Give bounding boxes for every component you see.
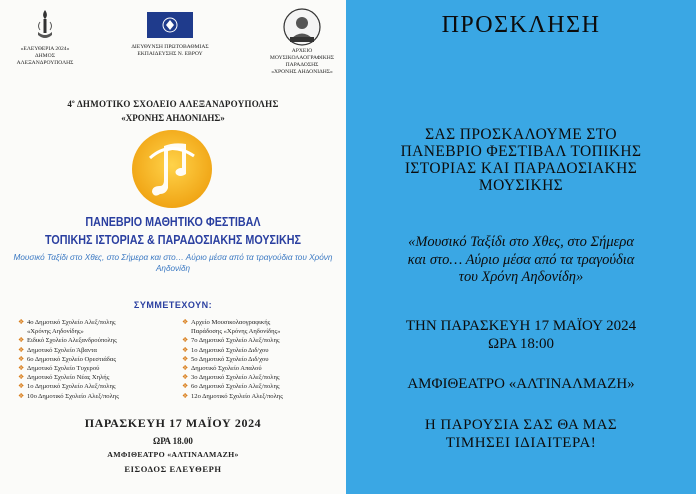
quote-line: «Μουσικό Ταξίδι στο Χθες, στο Σήμερα — [408, 234, 634, 250]
invitation-heading: ΠΡΟΣΚΛΗΣΗ — [441, 12, 601, 38]
participant-name: 4ο Δημοτικό Σχολείο Αλεξ/πολης — [27, 319, 116, 326]
invitation-closing — [346, 416, 696, 452]
participant-name: 10ο Δημοτικό Σχολείο Αλεξ/πολης — [27, 392, 119, 400]
participant-name: 1ο Δημοτικό Σχολείο Διδ/χου — [191, 346, 269, 354]
participant-item — [182, 346, 342, 355]
participant-item — [18, 382, 178, 391]
logo-text-line: ΑΛΕΞΑΝΔΡΟΥΠΟΛΗΣ — [16, 60, 74, 66]
participant-item — [182, 336, 342, 345]
participant-name: 6ο Δημοτικό Σχολείο Αλεξ/πολης — [191, 383, 280, 391]
participant-name: Παράδοσης «Χρόνης Αηδονίδης» — [191, 328, 281, 336]
logo-text-line: ΜΟΥΣΙΚΟΛΑΟΓΡΑΦΙΚΗΣ — [269, 55, 335, 61]
participant-item — [182, 327, 342, 336]
participant-item — [182, 355, 342, 364]
bullet-icon: ❖ — [18, 382, 25, 391]
bullet-icon: ❖ — [182, 354, 189, 363]
bullet-icon: ❖ — [18, 354, 25, 363]
school-title — [0, 97, 346, 110]
festival-poster — [0, 0, 346, 494]
participant-item — [18, 318, 178, 327]
participant-name: 12ο Δημοτικό Σχολείο Αλεξ/πολης — [191, 392, 283, 400]
invitation-text-line: ΣΑΣ ΠΡΟΣΚΑΛΟΥΜΕ ΣΤΟ — [425, 126, 617, 143]
torch-emblem-icon — [34, 8, 56, 42]
bullet-icon: ❖ — [18, 373, 25, 382]
logo-text-line: ΕΚΠΑΙΔΕΥΣΗΣ Ν. ΕΒΡΟΥ — [137, 51, 203, 57]
bullet-icon: ❖ — [18, 391, 25, 400]
quote-line: και στο… Αύριο μέσα από τα τραγούδια — [407, 251, 635, 268]
education-directorate-emblem-icon — [147, 12, 193, 38]
participant-name: Δημοτικό Σχολείο Απαλού — [191, 365, 262, 373]
bullet-icon: ❖ — [182, 391, 189, 400]
quote-line: του Χρόνη Αηδονίδη» — [458, 269, 584, 285]
invitation-text — [346, 126, 696, 194]
archive-portrait-emblem-icon — [283, 8, 321, 46]
archive-logo-block — [262, 8, 342, 76]
bullet-icon: ❖ — [182, 364, 189, 373]
participant-name: 1ο Δημοτικό Σχολείο Αλεξ/πολης — [27, 383, 116, 391]
participant-name: Δημοτικό Σχολείο Τυχερού — [27, 365, 100, 373]
participant-name: 3ο Δημοτικό Σχολείο Αλεξ/πολης — [191, 374, 280, 382]
participant-item — [182, 318, 342, 327]
festival-title-line-2: ΤΟΠΙΚΗΣ ΙΣΤΟΡΙΑΣ & ΠΑΡΑΔΟΣΙΑΚΗΣ ΜΟΥΣΙΚΗΣ — [45, 233, 301, 247]
festival-title-line-1: ΠΑΝΕΒΡΙΟ ΜΑΘΗΤΙΚΟ ΦΕΣΤΙΒΑΛ — [85, 215, 261, 229]
bullet-icon: ❖ — [182, 382, 189, 391]
participant-name: Δημοτικό Σχολείο Άβαντα — [27, 346, 97, 354]
bullet-icon: ❖ — [18, 318, 25, 326]
logo-text-line: «ΧΡΟΝΗΣ ΑΗΔΟΝΙΔΗΣ» — [271, 69, 333, 75]
participant-item — [182, 392, 342, 401]
invitation-date-line: ΤΗΝ ΠΑΡΑΣΚΕΥΗ 17 ΜΑΪΟΥ 2024 — [405, 318, 637, 334]
school-number-suffix: ο — [72, 100, 75, 105]
invitation-text-line: ΠΑΝΕΒΡΙΟ ΦΕΣΤΙΒΑΛ ΤΟΠΙΚΗΣ — [400, 143, 642, 160]
invitation-text-line: ΜΟΥΣΙΚΗΣ — [478, 177, 564, 194]
invitation-time-line: ΩΡΑ 18:00 — [487, 336, 555, 352]
invitation-date — [346, 317, 696, 353]
participant-item — [18, 364, 178, 373]
participant-item — [18, 346, 178, 355]
participant-name: 6ο Δημοτικό Σχολείο Ορεστιάδας — [27, 355, 116, 363]
participant-item — [18, 373, 178, 382]
bullet-icon: ❖ — [18, 345, 25, 354]
participant-item — [18, 327, 178, 336]
festival-music-logo-icon — [130, 128, 214, 210]
closing-line: ΤΙΜΗΣΕΙ ΙΔΙΑΙΤΕΡΑ! — [445, 435, 597, 451]
event-date: ΠΑΡΑΣΚΕΥΗ 17 ΜΑΪΟΥ 2024 — [84, 416, 262, 430]
bullet-icon: ❖ — [182, 345, 189, 354]
bullet-icon: ❖ — [182, 318, 189, 326]
free-entry-note: ΕΙΣΟΔΟΣ ΕΛΕΥΘΕΡΗ — [124, 464, 222, 474]
school-number: 4 — [67, 99, 73, 109]
participants-list-right — [182, 318, 342, 401]
event-venue: ΑΜΦΙΘΕΑΤΡΟ «ΑΛΤΙΝΑΛΜΑΖΗ» — [107, 450, 239, 459]
participant-name: 7ο Δημοτικό Σχολείο Αλεξ/πολης — [191, 337, 280, 345]
participants-list-left — [18, 318, 178, 401]
event-time: ΩΡΑ 18.00 — [153, 436, 193, 446]
invitation-panel — [346, 0, 696, 494]
participant-item — [18, 392, 178, 401]
invitation-quote — [346, 234, 696, 287]
invitation-venue: ΑΜΦΙΘΕΑΤΡΟ «ΑΛΤΙΝΑΛΜΑΖΗ» — [407, 376, 635, 392]
education-directorate-logo-block — [120, 8, 220, 58]
bullet-icon: ❖ — [182, 336, 189, 345]
participant-name: Αρχείο Μουσικολαογραφικής — [191, 319, 271, 326]
closing-line: Η ΠΑΡΟΥΣΙΑ ΣΑΣ ΘΑ ΜΑΣ — [424, 417, 618, 433]
school-name: ΔΗΜΟΤΙΚΟ ΣΧΟΛΕΙΟ ΑΛΕΞΑΝΔΡΟΥΠΟΛΗΣ — [74, 99, 279, 109]
festival-subtitle: Μουσικό Ταξίδι στο Χθες, στο Σήμερα και στο… Αύριο μέσα από τα τραγούδια του Χρόνη Αηδονίδη — [13, 253, 333, 273]
school-subtitle: «ΧΡΟΝΗΣ ΑΗΔΟΝΙΔΗΣ» — [121, 113, 225, 123]
logo-text-line: ΔΙΕΥΘΥΝΣΗ ΠΡΩΤΟΒΑΘΜΙΑΣ — [131, 44, 209, 50]
logo-text-line: ΑΡΧΕΙΟ — [291, 48, 313, 54]
bullet-icon: ❖ — [18, 364, 25, 373]
participant-item — [182, 382, 342, 391]
participant-item — [18, 336, 178, 345]
participant-name: 5ο Δημοτικό Σχολείο Διδ/χου — [191, 355, 269, 363]
participant-item — [18, 355, 178, 364]
invitation-text-line: ΙΣΤΟΡΙΑΣ ΚΑΙ ΠΑΡΑΔΟΣΙΑΚΗΣ — [404, 160, 638, 177]
participant-item — [182, 364, 342, 373]
participant-item — [182, 373, 342, 382]
participant-name: «Χρόνης Αηδονίδης» — [27, 328, 84, 336]
logo-text-line: ΠΑΡΑΔΟΣΗΣ — [285, 62, 319, 68]
bullet-icon: ❖ — [182, 373, 189, 382]
logo-text-line: «ΕΛΕΥΘΕΡΙΑ 2024» — [20, 46, 70, 52]
bullet-icon: ❖ — [18, 336, 25, 345]
municipality-logo-block — [6, 8, 84, 67]
participant-name: Ειδικό Σχολείο Αλεξανδρούπολης — [27, 337, 117, 345]
logo-text-line: ΔΗΜΟΣ — [35, 53, 55, 59]
participant-name: Δημοτικό Σχολείο Νέας Χηλής — [27, 374, 110, 382]
participants-heading: ΣΥΜΜΕΤΕΧΟΥΝ: — [133, 300, 213, 310]
